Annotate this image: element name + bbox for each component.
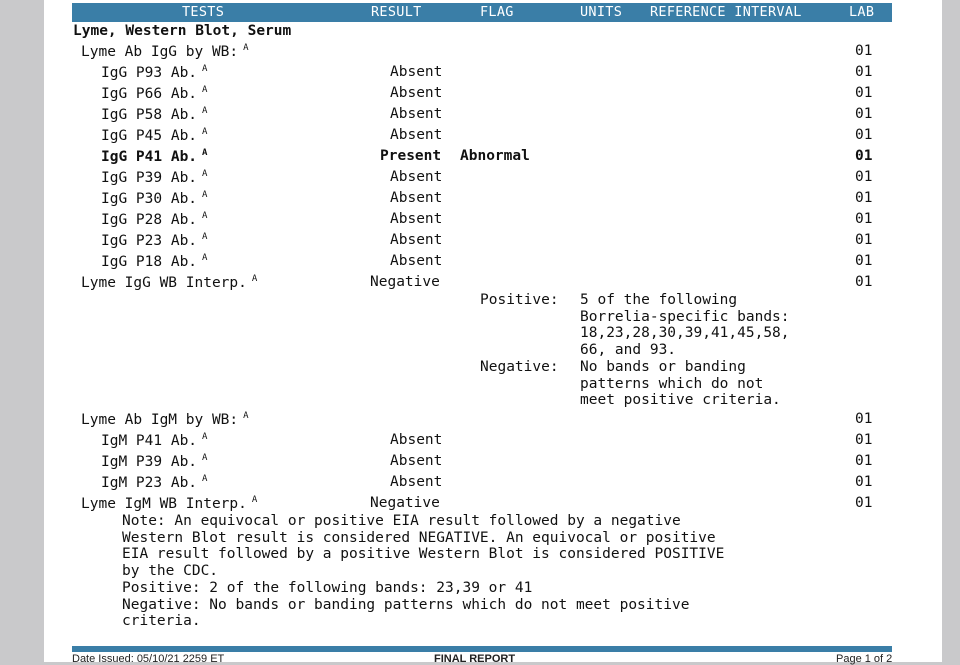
panel-title: Lyme, Western Blot, Serum [73, 23, 292, 39]
text-line: Borrelia-specific bands: [580, 308, 790, 325]
header-lab: LAB [849, 4, 875, 20]
text-line: 5 of the following [580, 292, 738, 308]
test-name: IgM P41 Ab. $^A$ [101, 432, 208, 449]
text-line: meet positive criteria. [580, 392, 781, 409]
lab-code: 01 [855, 232, 873, 248]
table-row [0, 190, 960, 210]
table-row [0, 253, 960, 273]
igg-positive-label: Positive: [480, 292, 559, 308]
test-name: IgM P39 Ab. $^A$ [101, 453, 208, 470]
table-row [0, 127, 960, 147]
table-row [0, 232, 960, 252]
header-reference-interval: REFERENCE INTERVAL [650, 4, 802, 20]
text-line: 66, and 93. [580, 342, 677, 359]
test-result: Absent [390, 211, 443, 227]
table-row [0, 169, 960, 189]
igg-interp-row [0, 274, 960, 294]
test-result: Absent [390, 190, 443, 206]
date-issued: Date Issued: 05/10/21 2259 ET [72, 653, 225, 665]
column-header-bar [72, 3, 892, 22]
table-row [0, 148, 960, 168]
lab-code: 01 [855, 411, 873, 427]
table-row [0, 64, 960, 84]
test-result: Absent [390, 64, 443, 80]
text-line: Positive: 2 of the following bands: 23,39 or 41 [122, 579, 533, 596]
header-result: RESULT [371, 4, 422, 20]
test-name: IgG P39 Ab. $^A$ [101, 169, 208, 186]
text-line: No bands or banding [580, 359, 746, 375]
text-line: by the CDC. [122, 563, 219, 580]
table-row [0, 474, 960, 494]
text-line: Western Blot result is considered NEGATIVE. An equivocal or positive [122, 529, 716, 546]
test-result: Present [380, 148, 442, 164]
lab-code: 01 [855, 106, 873, 122]
report-status: FINAL REPORT [434, 653, 516, 665]
lab-code: 01 [855, 253, 873, 269]
interpretation-note [122, 513, 724, 630]
test-result: Absent [390, 474, 443, 490]
igm-interp-row [0, 495, 960, 515]
igm-interp-label: Lyme IgM WB Interp. $^A$ [81, 495, 258, 512]
igg-negative-criteria [580, 359, 781, 409]
footer-rule [72, 646, 892, 652]
test-result: Absent [390, 106, 443, 122]
igg-interp-result: Negative [370, 274, 440, 290]
igg-positive-criteria [580, 292, 790, 359]
igg-group-label: Lyme Ab IgG by WB: $^A$ [81, 43, 249, 60]
test-name: IgG P30 Ab. $^A$ [101, 190, 208, 207]
header-flag: FLAG [480, 4, 514, 20]
lab-code: 01 [855, 43, 873, 59]
test-result: Absent [390, 169, 443, 185]
test-result: Absent [390, 85, 443, 101]
test-name: IgG P66 Ab. $^A$ [101, 85, 208, 102]
test-result: Absent [390, 232, 443, 248]
igg-interp-label: Lyme IgG WB Interp. $^A$ [81, 274, 258, 291]
lab-code: 01 [855, 453, 873, 469]
test-name: IgG P23 Ab. $^A$ [101, 232, 208, 249]
test-name: IgG P41 Ab. $^A$ [101, 148, 208, 165]
lab-code: 01 [855, 211, 873, 227]
text-line: 18,23,28,30,39,41,45,58, [580, 325, 790, 342]
lab-code: 01 [855, 85, 873, 101]
lab-code: 01 [855, 474, 873, 490]
igm-group-row [0, 411, 960, 431]
test-result: Absent [390, 253, 443, 269]
page-number: Page 1 of 2 [836, 653, 893, 665]
igm-group-label: Lyme Ab IgM by WB: $^A$ [81, 411, 249, 428]
igg-group-row [0, 43, 960, 63]
test-result: Absent [390, 432, 443, 448]
test-name: IgG P45 Ab. $^A$ [101, 127, 208, 144]
test-flag: Abnormal [460, 148, 530, 164]
test-name: IgG P28 Ab. $^A$ [101, 211, 208, 228]
header-units: UNITS [580, 4, 623, 20]
test-name: IgG P58 Ab. $^A$ [101, 106, 208, 123]
igm-interp-result: Negative [370, 495, 440, 511]
text-line: Negative: No bands or banding patterns which do not meet positive [122, 596, 690, 613]
table-row [0, 211, 960, 231]
text-line: Note: An equivocal or positive EIA result followed by a negative [122, 513, 681, 529]
lab-code: 01 [855, 169, 873, 185]
table-row [0, 453, 960, 473]
test-result: Absent [390, 127, 443, 143]
lab-code: 01 [855, 64, 873, 80]
table-row [0, 85, 960, 105]
lab-code: 01 [855, 274, 873, 290]
table-row [0, 432, 960, 452]
lab-code: 01 [855, 432, 873, 448]
test-name: IgG P93 Ab. $^A$ [101, 64, 208, 81]
header-tests: TESTS [182, 4, 225, 20]
lab-code: 01 [855, 127, 873, 143]
lab-code: 01 [855, 190, 873, 206]
lab-code: 01 [855, 148, 873, 164]
text-line: criteria. [122, 613, 201, 630]
test-name: IgG P18 Ab. $^A$ [101, 253, 208, 270]
test-name: IgM P23 Ab. $^A$ [101, 474, 208, 491]
table-row [0, 106, 960, 126]
igg-negative-label: Negative: [480, 359, 559, 375]
test-result: Absent [390, 453, 443, 469]
text-line: patterns which do not [580, 375, 764, 392]
panel-title-row [0, 23, 960, 43]
lab-code: 01 [855, 495, 873, 511]
text-line: EIA result followed by a positive Western Blot is considered POSITIVE [122, 546, 725, 563]
